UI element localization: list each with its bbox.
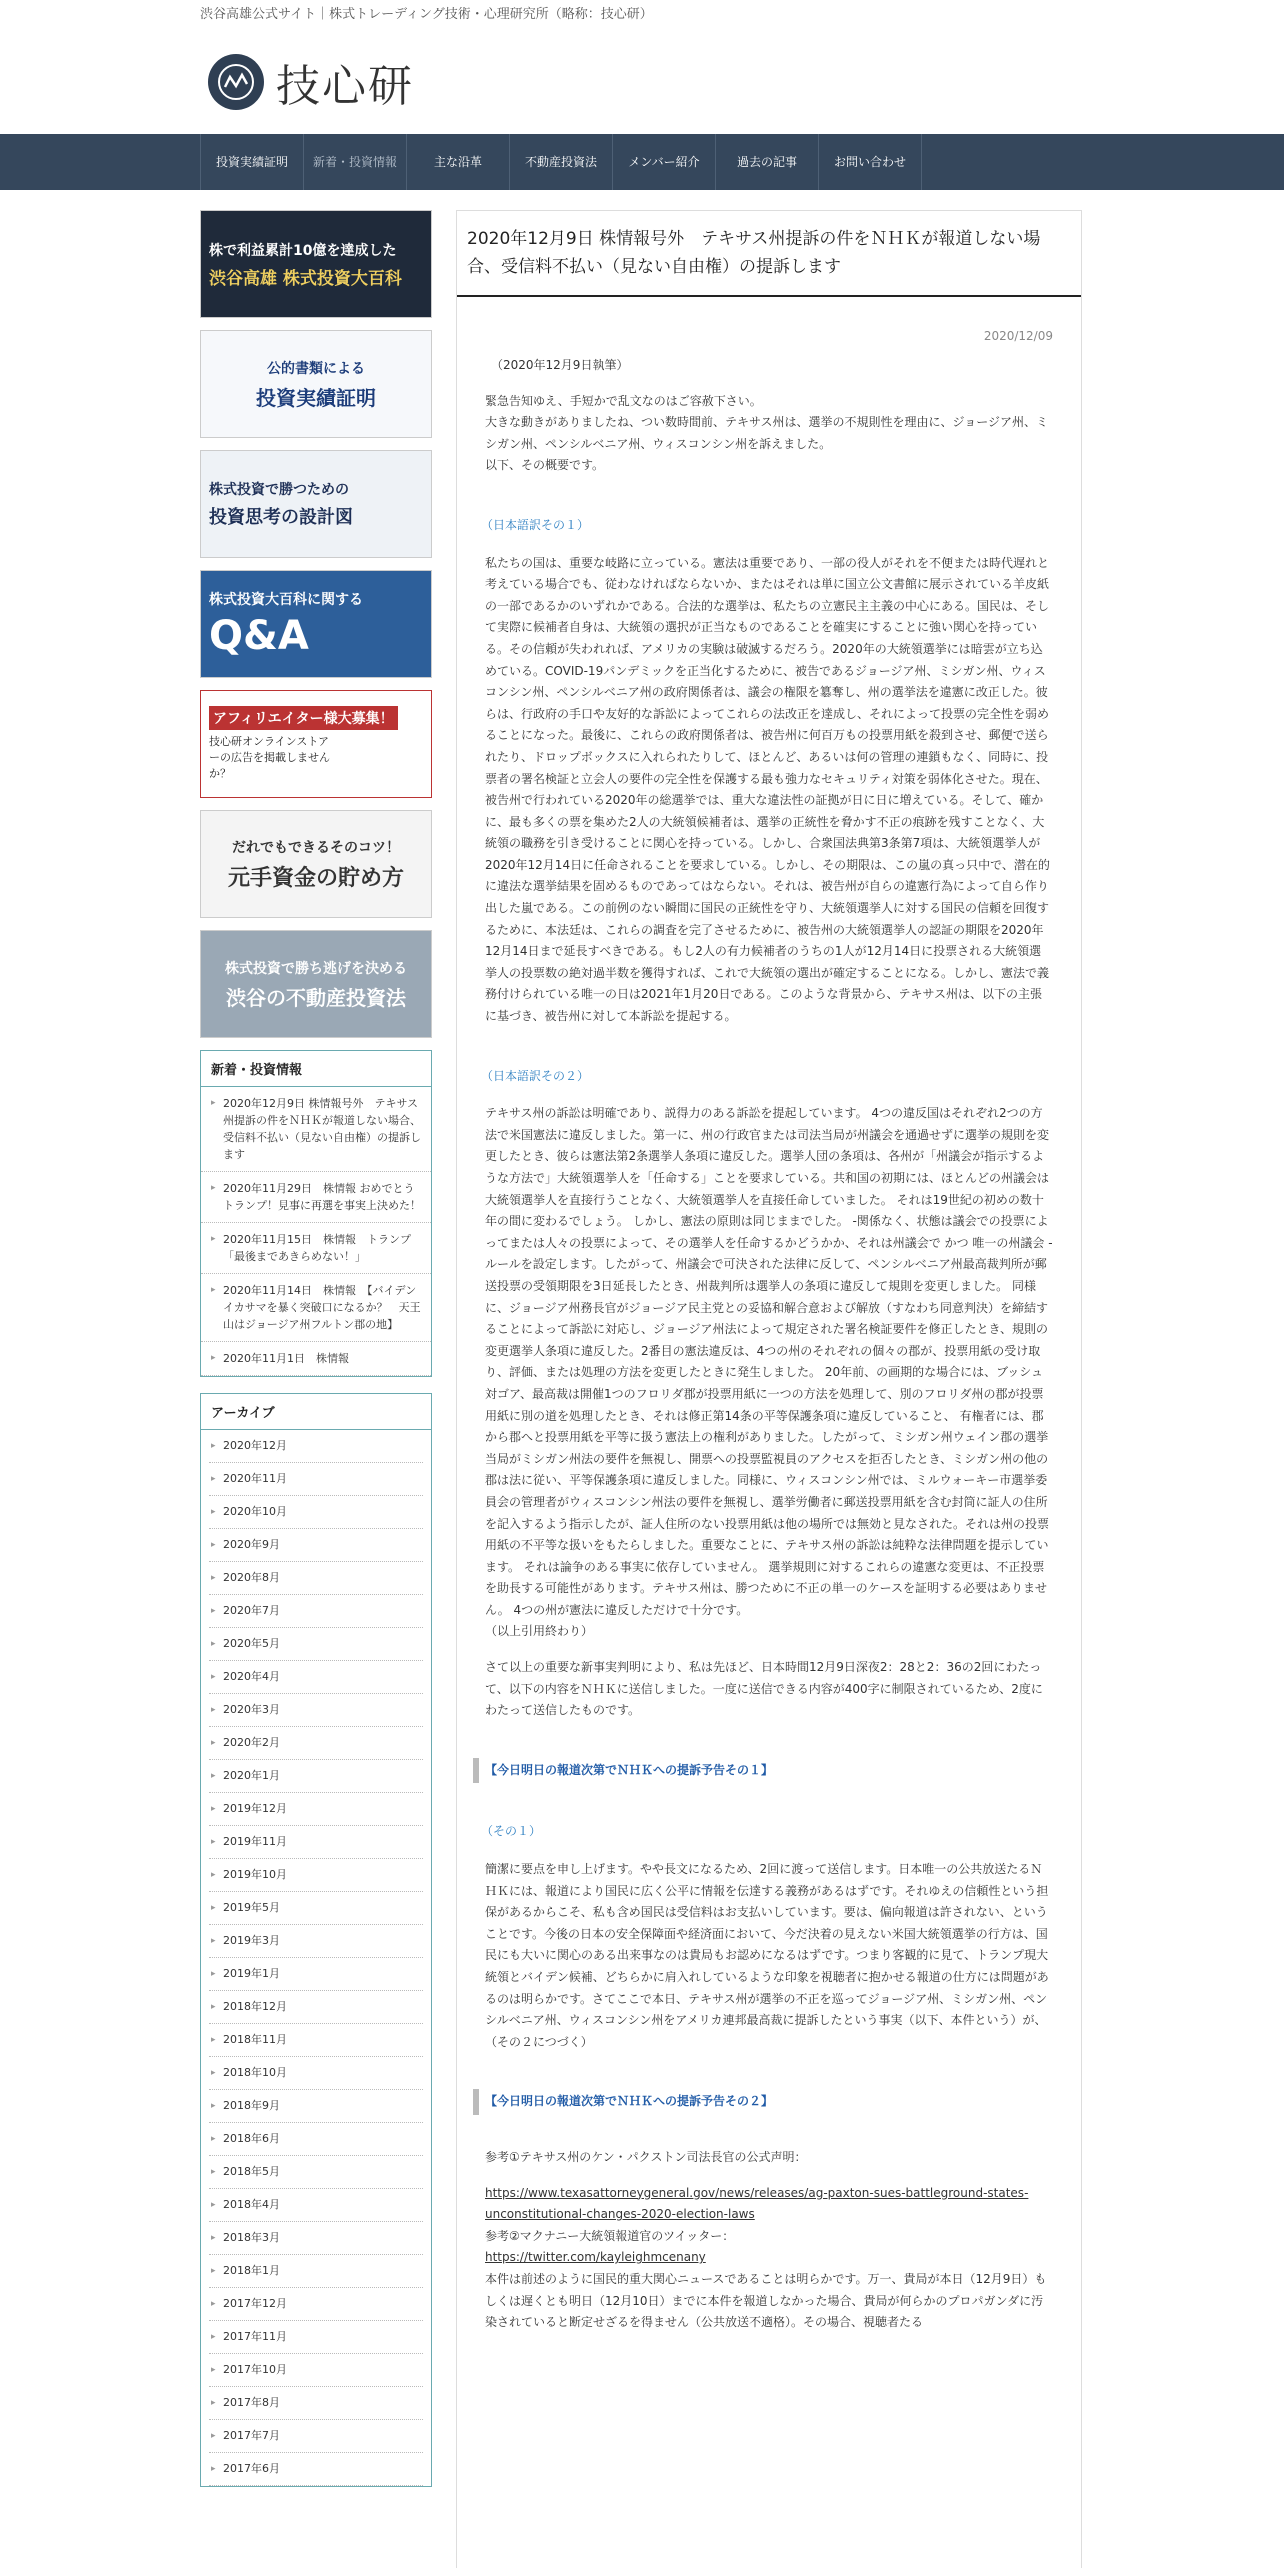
- banner-text: 公的書類による: [267, 360, 365, 377]
- banner-savings[interactable]: [200, 810, 432, 918]
- section-heading: （日本語訳その２）: [481, 1068, 590, 1083]
- archive-item[interactable]: ▸ 2018年12月: [209, 1991, 423, 2024]
- archive-item[interactable]: ▸ 2017年12月: [209, 2288, 423, 2321]
- archive-item[interactable]: ▸ 2019年5月: [209, 1892, 423, 1925]
- news-widget: [200, 1050, 432, 1377]
- archive-item[interactable]: ▸ 2020年2月: [209, 1727, 423, 1760]
- news-item[interactable]: ▸ 2020年11月1日 株情報: [201, 1342, 431, 1376]
- banner-encyclopedia[interactable]: [200, 210, 432, 318]
- archive-item[interactable]: ▸ 2020年1月: [209, 1760, 423, 1793]
- archive-item[interactable]: ▸ 2018年10月: [209, 2057, 423, 2090]
- archive-item[interactable]: ▸ 2017年7月: [209, 2420, 423, 2453]
- article-paragraph: （2020年12月9日執筆）: [491, 358, 629, 372]
- archive-item[interactable]: ▸ 2020年10月: [209, 1496, 423, 1529]
- article-paragraph: さて以上の重要な新事実判明により、私は先ほど、日本時間12月9日深夜2：28と2：36の2回にわたって、以下の内容をＮＨＫに送信しました。一度に送信できる内容が400字に制限されているため、2度にわたって送信したものです。: [485, 1660, 1043, 1718]
- archive-item[interactable]: ▸ 2017年10月: [209, 2354, 423, 2387]
- archive-item[interactable]: ▸ 2018年4月: [209, 2189, 423, 2222]
- archive-item[interactable]: ▸ 2020年8月: [209, 1562, 423, 1595]
- site-tagline: 渋谷高雄公式サイト｜株式トレーディング技術・心理研究所（略称：技心研）: [200, 7, 653, 22]
- archive-item[interactable]: ▸ 2019年3月: [209, 1925, 423, 1958]
- nav-item-members[interactable]: メンバー紹介: [613, 134, 716, 190]
- archive-item[interactable]: ▸ 2017年6月: [209, 2453, 423, 2486]
- nav-item-history[interactable]: 主な沿革: [407, 134, 510, 190]
- banner-text: アフィリエイター様大募集！: [209, 706, 398, 730]
- banner-text: 技心研オンラインストアーの広告を掲載しませんか？: [209, 735, 330, 780]
- archive-item[interactable]: ▸ 2020年3月: [209, 1694, 423, 1727]
- archive-item[interactable]: ▸ 2017年11月: [209, 2321, 423, 2354]
- news-item[interactable]: ▸ 2020年12月9日 株情報号外 テキサス州提訴の件をＮＨＫが報道しない場合、受信料不払い（見ない自由権）の提訴します: [201, 1087, 431, 1172]
- news-item[interactable]: ▸ 2020年11月29日 株情報 おめでとうトランプ！見事に再選を事実上決めた！: [201, 1172, 431, 1223]
- reference-link[interactable]: https://twitter.com/kayleighmcenany: [485, 2250, 706, 2265]
- nav-item-performance[interactable]: 投資実績証明: [201, 134, 304, 190]
- section-heading: （日本語訳その１）: [481, 517, 590, 532]
- banner-text: Q&A: [209, 613, 309, 659]
- banner-text: 株式投資で勝ち逃げを決める: [225, 960, 407, 977]
- archive-item[interactable]: ▸ 2020年12月: [209, 1430, 423, 1463]
- banner-affiliate[interactable]: [200, 690, 432, 798]
- banner-text: 株で利益累計10億を達成した: [209, 242, 397, 259]
- banner-text: 株式投資で勝つための: [209, 482, 349, 498]
- article-text: 参考②マクナニー大統領報道官のツイッター：: [485, 2228, 735, 2243]
- banner-text: 渋谷高雄 株式投資大百科: [209, 268, 402, 289]
- site-logo[interactable]: [208, 50, 414, 114]
- article-title: 2020年12月9日 株情報号外 テキサス州提訴の件をＮＨＫが報道しない場合、受信料不払い（見ない自由権）の提訴します: [457, 211, 1081, 297]
- reference-link[interactable]: https://www.texasattorneygeneral.gov/news/releases/ag-paxton-sues-battleground-states-unconstitutional-changes-2020-election-laws: [485, 2185, 1029, 2222]
- nav-item-news[interactable]: 新着・投資情報: [304, 134, 407, 190]
- archive-item[interactable]: ▸ 2020年9月: [209, 1529, 423, 1562]
- banner-text: 元手資金の貯め方: [227, 865, 404, 891]
- banner-text: 投資実績証明: [256, 385, 376, 410]
- article-date: 2020/12/09: [983, 329, 1053, 343]
- article-paragraph: テキサス州の訴訟は明確であり、説得力のある訴訟を提起しています。 4つの違反国はそれぞれ2つの方法で米国憲法に違反しました。第一に、州の行政官または司法当局が州議会を通過せずに選挙の規則を変更したとき、彼らは憲法第2条選挙人条項に違反した。選挙人団の条項は、各州が「州議会が指示するような方法で」大統領選挙人を「任命する」ことを要求している。共和国の初期には、ほとんどの州議会は大統領選挙人を直接行うことなく、大統領選挙人を直接任命していました。 それは19世紀の初めの数十年の間に変わるでしょう。 しかし、憲法の原則は同じままでした。 -関係なく、状態は議会での投票によってまたは人々の投票によって、その選挙人を任命するかどうかか、それは州議会で かつ 唯一の州議会 -ルールを設定します。したがって、州議会で可決された法律に反して、ペンシルベニア州最高裁判所が郵送投票の受領期限を3日延長したとき、州裁判所は選挙人の条項に違反して規則を変更しました。 同様に、ジョージア州務長官がジョージア民主党との妥協和解合意および解放（すなわち同意判決）を締結することによって訴訟に対応し、ジョージア州法によって規定された署名検証要件を修正したとき、規則の変更選挙人条項に違反した。2番目の憲法違反は、4つの州のそれぞれの個々の郡が、投票用紙の受け取り、評価、または処理の方法を変更したときに発生しました。 20年前、の画期的な場合には、ブッシュ対ゴア、最高裁は開催1つのフロリダ郡が投票用紙に一つの方法を処理して、別のフロリダ州の郡が投票用紙に別の道を処理したとき、それは修正第14条の平等保護条項に違反していること、 有権者には、郡から郡へと投票用紙を平等に扱う憲法上の権利がありました。したがって、ミシガン州ウェイン郡の選挙当局がミシガン州法の要件を無視し、開票への投票監視員のアクセスを拒否したとき、ミシガン州の他の郡は法に従い、平等保護条項に違反しました。同様に、ウィスコンシン州では、ミルウォーキー市選挙委員会の管理者がウィスコンシン州法の要件を無視し、選挙労働者に郵送投票用紙を含む封筒に証人の住所を記入するよう指示したが、証人住所のない投票用紙は他の場所では無効と見なされた。それは州の投票用紙の不平等な扱いをもたらしました。重要なことに、テキサス州の訴訟は純粋な法律問題を提示しています。 それは論争のある事実に依存していません。 選挙規則に対するこれらの違憲な変更は、不正投票を助長する可能性があります。テキサス州は、勝つために不正の単一のケースを証明する必要はありません。 4つの州が憲法に違反しただけで十分です。 （以上引用終わり）: [485, 1106, 1053, 1639]
- nav-item-real-estate[interactable]: 不動産投資法: [510, 134, 613, 190]
- article: [456, 210, 1082, 2568]
- archive-item[interactable]: ▸ 2018年11月: [209, 2024, 423, 2057]
- news-item[interactable]: ▸ 2020年11月14日 株情報 【バイデンイカサマを暴く突破口になるか？ 天王山はジョージア州フルトン郡の地】: [201, 1274, 431, 1342]
- archive-item[interactable]: ▸ 2020年4月: [209, 1661, 423, 1694]
- article-text: 本件は前述のように国民的重大関心ニュースであることは明らかです。万一、貴局が本日（12月9日）もしくは遅くとも明日（12月10日）までに本件を報道しなかった場合、貴局が何らかのプロパガンダに汚染されていると断定せざるを得ません（公共放送不適格）。その場合、視聴者たる: [485, 2271, 1047, 2330]
- main-nav: [0, 134, 1284, 190]
- archive-item[interactable]: ▸ 2020年7月: [209, 1595, 423, 1628]
- archive-item[interactable]: ▸ 2019年1月: [209, 1958, 423, 1991]
- archive-item[interactable]: ▸ 2017年8月: [209, 2387, 423, 2420]
- archive-item[interactable]: ▸ 2018年6月: [209, 2123, 423, 2156]
- archive-item[interactable]: ▸ 2018年5月: [209, 2156, 423, 2189]
- article-paragraph: 私たちの国は、重要な岐路に立っている。憲法は重要であり、一部の役人がそれを不便または時代遅れと考えている場合でも、従わなければならないか、またはそれは単に国立公文書館に展示されている羊皮紙の一部であるかのいずれかである。合法的な選挙は、私たちの立憲民主主義の中心にある。国民は、そして実際に候補者自身は、大統領の選択が正当なものであることを確実にすることに強い関心を持っている。その信頼が失われれば、アメリカの実験は破滅するだろう。2020年の大統領選挙には暗雲が立ち込めている。COVID-19パンデミックを正当化するために、被告であるジョージア州、ミシガン州、ウィスコンシン州、ペンシルベニア州の政府関係者は、議会の権限を簒奪し、州の選挙法を違憲に改正した。彼らは、行政府の手口や友好的な訴訟によってこれらの法改正を達成し、それによって投票の完全性を弱めることになった。最後に、これらの政府関係者は、被告州に何百万もの投票用紙を殺到させ、郵便で送られたり、ドロップボックスに入れられたりして、ほとんど、あるいは何の管理の連鎖もなく、同時に、投票者の署名検証と立会人の要件の完全性を保護する最も強力なセキュリティ対策を弱体化させた。現在、被告州で行われている2020年の総選挙では、重大な違法性の証拠が日に日に増えている。そして、確かに、最も多くの票を集めた2人の大統領候補者は、選挙の正統性を脅かす不正の痕跡を残すことなく、大統領の職務を引き受けることに関心を持っている。しかし、合衆国法典第3条第7項は、大統領選挙人が2020年12月14日に任命されることを要求している。しかし、その期限は、この嵐の真っ只中で、潜在的に違法な選挙結果を固めるものであってはならない。それは、被告州が自らの違憲行為によって自ら作り出した嵐である。この前例のない瞬間に国民の正統性を守り、大統領選挙人に対する国民の信頼を回復するために、本法廷は、これらの調査を完了させるために、被告州の大統領選挙人の認証の期限を2020年12月14日まで延長すべきである。もし2人の有力候補者のうちの1人が12月14日に投票される大統領選挙人の投票数の絶対過半数を獲得すれば、これで大統領の選出が確定することになる。しかし、憲法で義務付けられている唯一の日は2021年1月20日である。このような背景から、テキサス州は、以下の主張に基づき、被告州に対して本訴訟を提起する。: [485, 555, 1050, 1024]
- boxed-heading: 【今日明日の報道次第でＮＨＫへの提訴予告その２】: [473, 2089, 1053, 2115]
- site-header: [0, 30, 1284, 134]
- nav-item-past-articles[interactable]: 過去の記事: [716, 134, 819, 190]
- banner-mindset[interactable]: [200, 450, 432, 558]
- archive-item[interactable]: ▸ 2018年9月: [209, 2090, 423, 2123]
- article-paragraph: 参考①テキサス州のケン・パクストン司法長官の公式声明：: [485, 2149, 807, 2164]
- sidebar: [200, 210, 436, 2503]
- logo-text: 技心研: [276, 61, 414, 112]
- banner-qa[interactable]: [200, 570, 432, 678]
- banner-text: 渋谷の不動産投資法: [226, 985, 406, 1010]
- news-widget-title: 新着・投資情報: [201, 1051, 431, 1087]
- article-paragraph: 緊急告知ゆえ、手短かで乱文なのはご容赦下さい。 大きな動きがありましたね、つい数時間前、テキサス州は、選挙の不規則性を理由に、ジョージア州、ミシガン州、ペンシルベニア州、ウィスコンシン州を訴えました。 以下、その概要です。: [485, 393, 1049, 473]
- archive-item[interactable]: ▸ 2020年11月: [209, 1463, 423, 1496]
- archive-widget-title: アーカイブ: [201, 1394, 431, 1430]
- archive-item[interactable]: ▸ 2019年10月: [209, 1859, 423, 1892]
- banner-text: だれでもできるそのコツ！: [232, 839, 400, 856]
- banner-text: 株式投資大百科に関する: [209, 592, 363, 608]
- archive-item[interactable]: ▸ 2018年3月: [209, 2222, 423, 2255]
- news-item[interactable]: ▸ 2020年11月15日 株情報 トランプ「最後まであきらめない！」: [201, 1223, 431, 1274]
- banner-real-estate[interactable]: [200, 930, 432, 1038]
- archive-item[interactable]: ▸ 2019年12月: [209, 1793, 423, 1826]
- archive-item[interactable]: ▸ 2020年5月: [209, 1628, 423, 1661]
- archive-widget: [200, 1393, 432, 2487]
- boxed-heading: 【今日明日の報道次第でＮＨＫへの提訴予告その１】: [473, 1758, 1053, 1784]
- banner-performance-proof[interactable]: [200, 330, 432, 438]
- archive-item[interactable]: ▸ 2019年11月: [209, 1826, 423, 1859]
- archive-list: [201, 1430, 431, 2486]
- archive-item[interactable]: ▸ 2018年1月: [209, 2255, 423, 2288]
- banner-text: 投資思考の設計図: [209, 507, 353, 528]
- section-heading: （その１）: [481, 1824, 542, 1839]
- logo-chart-icon: [208, 54, 264, 110]
- nav-item-contact[interactable]: お問い合わせ: [819, 134, 922, 190]
- article-body: [457, 355, 1081, 2334]
- article-paragraph: 簡潔に要点を申し上げます。やや長文になるため、2回に渡って送信します。日本唯一の公共放送たるＮＨＫには、報道により国民に広く公平に情報を伝達する義務があるはずです。それゆえの信頼性という担保があるからこそ、私も含め国民は受信料はお支払いしています。要は、偏向報道は許されない、ということです。今後の日本の安全保障面や経済面において、今だ決着の見えない米国大統領選挙の行方は、国民にも大いに関心のある出来事なのは貴局もお認めになるはずです。つまり客観的に見て、トランプ現大統領とバイデン候補、どちらかに肩入れしているような印象を視聴者に抱かせる報道の仕方には問題があるのは明らかです。さてここで本日、テキサス州が選挙の不正を巡ってジョージア州、ミシガン州、ペンシルベニア州、ウィスコンシン州をアメリカ連邦最高裁に提訴したという事実（以下、本件という）が、（その２につづく）: [485, 1862, 1049, 2049]
